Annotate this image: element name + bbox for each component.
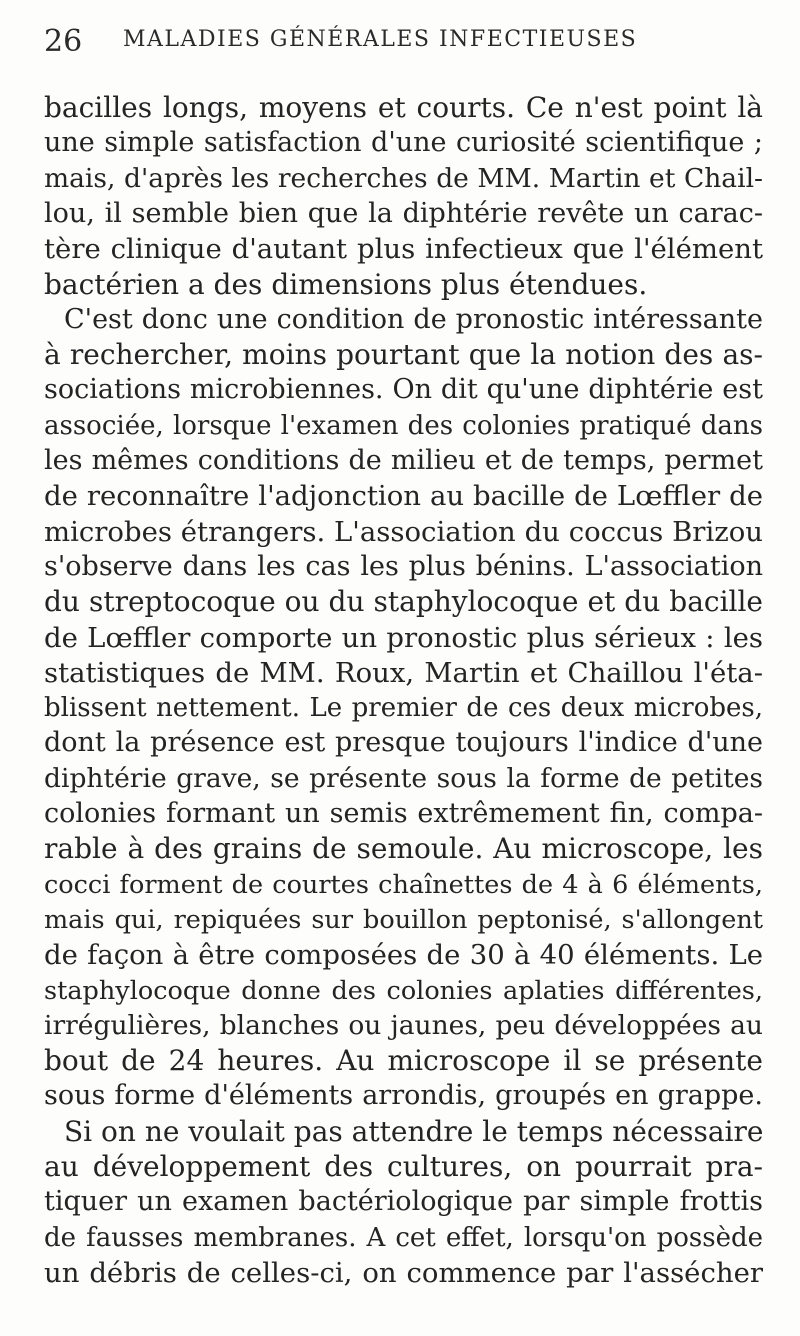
text-line: du streptocoque ou du staphylocoque et du bacille (44, 585, 763, 619)
text-line: au développement des cultures, on pourrait pra- (44, 1150, 763, 1183)
text-line: colonies formant un semis extrêmement fin, compa- (44, 798, 763, 829)
running-title: MALADIES GÉNÉRALES INFECTIEUSES (123, 27, 638, 52)
text-line: staphylocoque donne des colonies aplaties différentes, (44, 975, 763, 1006)
page-header (44, 18, 760, 58)
text-line: statistiques de MM. Roux, Martin et Chaillou l'éta- (44, 656, 763, 689)
text-line: s'observe dans les cas les plus bénins. L'association (44, 550, 763, 582)
text-line: dont la présence est presque toujours l'indice d'une (44, 727, 763, 759)
text-line: diphtérie grave, se présente sous la forme de petites (44, 762, 763, 794)
text-line: microbes étrangers. L'association du coccus Brizou (44, 515, 763, 548)
text-line: Si on ne voulait pas attendre le temps nécessaire (64, 1114, 763, 1148)
text-line: un débris de celles-ci, on commence par l'assécher (44, 1256, 763, 1289)
page-number: 26 (44, 24, 83, 59)
text-line: associée, lorsque l'examen des colonies pratiqué dans (44, 410, 763, 441)
text-line: bacilles longs, moyens et courts. Ce n'est point là (44, 91, 763, 124)
text-line: les mêmes conditions de milieu et de temps, permet (44, 445, 763, 476)
text-line: de façon à être composées de 30 à 40 éléments. Le (44, 939, 763, 972)
text-line: mais, d'après les recherches de MM. Martin et Chail- (44, 162, 763, 194)
text-line: blissent nettement. Le premier de ces deux microbes, (44, 693, 763, 724)
text-line: cocci forment de courtes chaînettes de 4 à 6 éléments, (44, 869, 763, 900)
text-line: tiquer un examen bactériologique par simple frottis (44, 1186, 763, 1218)
text-line: rable à des grains de semoule. Au microscope, les (44, 832, 763, 866)
text-line: bactérien a des dimensions plus étendues. (44, 267, 648, 301)
text-line: bout de 24 heures. Au microscope il se présente (44, 1044, 763, 1078)
text-line: à rechercher, moins pourtant que la notion des as- (44, 338, 763, 372)
text-line: sociations microbiennes. On dit qu'une diphtérie est (44, 374, 763, 406)
text-line: de reconnaître l'adjonction au bacille de Lœffler de (44, 480, 763, 513)
text-line: lou, il semble bien que la diphtérie revête un carac- (44, 197, 763, 229)
text-line: irrégulières, blanches ou jaunes, peu développées au (44, 1009, 763, 1041)
text-line: de fausses membranes. A cet effet, lorsqu'on possède (44, 1222, 763, 1253)
text-line: sous forme d'éléments arrondis, groupés en grappe. (44, 1080, 763, 1112)
text-line: C'est donc une condition de pronostic intéressante (64, 303, 763, 335)
text-line: tère clinique d'autant plus infectieux que l'élément (44, 233, 763, 266)
text-line: mais qui, repiquées sur bouillon peptonisé, s'allongent (44, 904, 763, 935)
text-line: de Lœffler comporte un pronostic plus sérieux : les (44, 621, 763, 654)
text-line: une simple satisfaction d'une curiosité scientifique ; (44, 127, 763, 159)
